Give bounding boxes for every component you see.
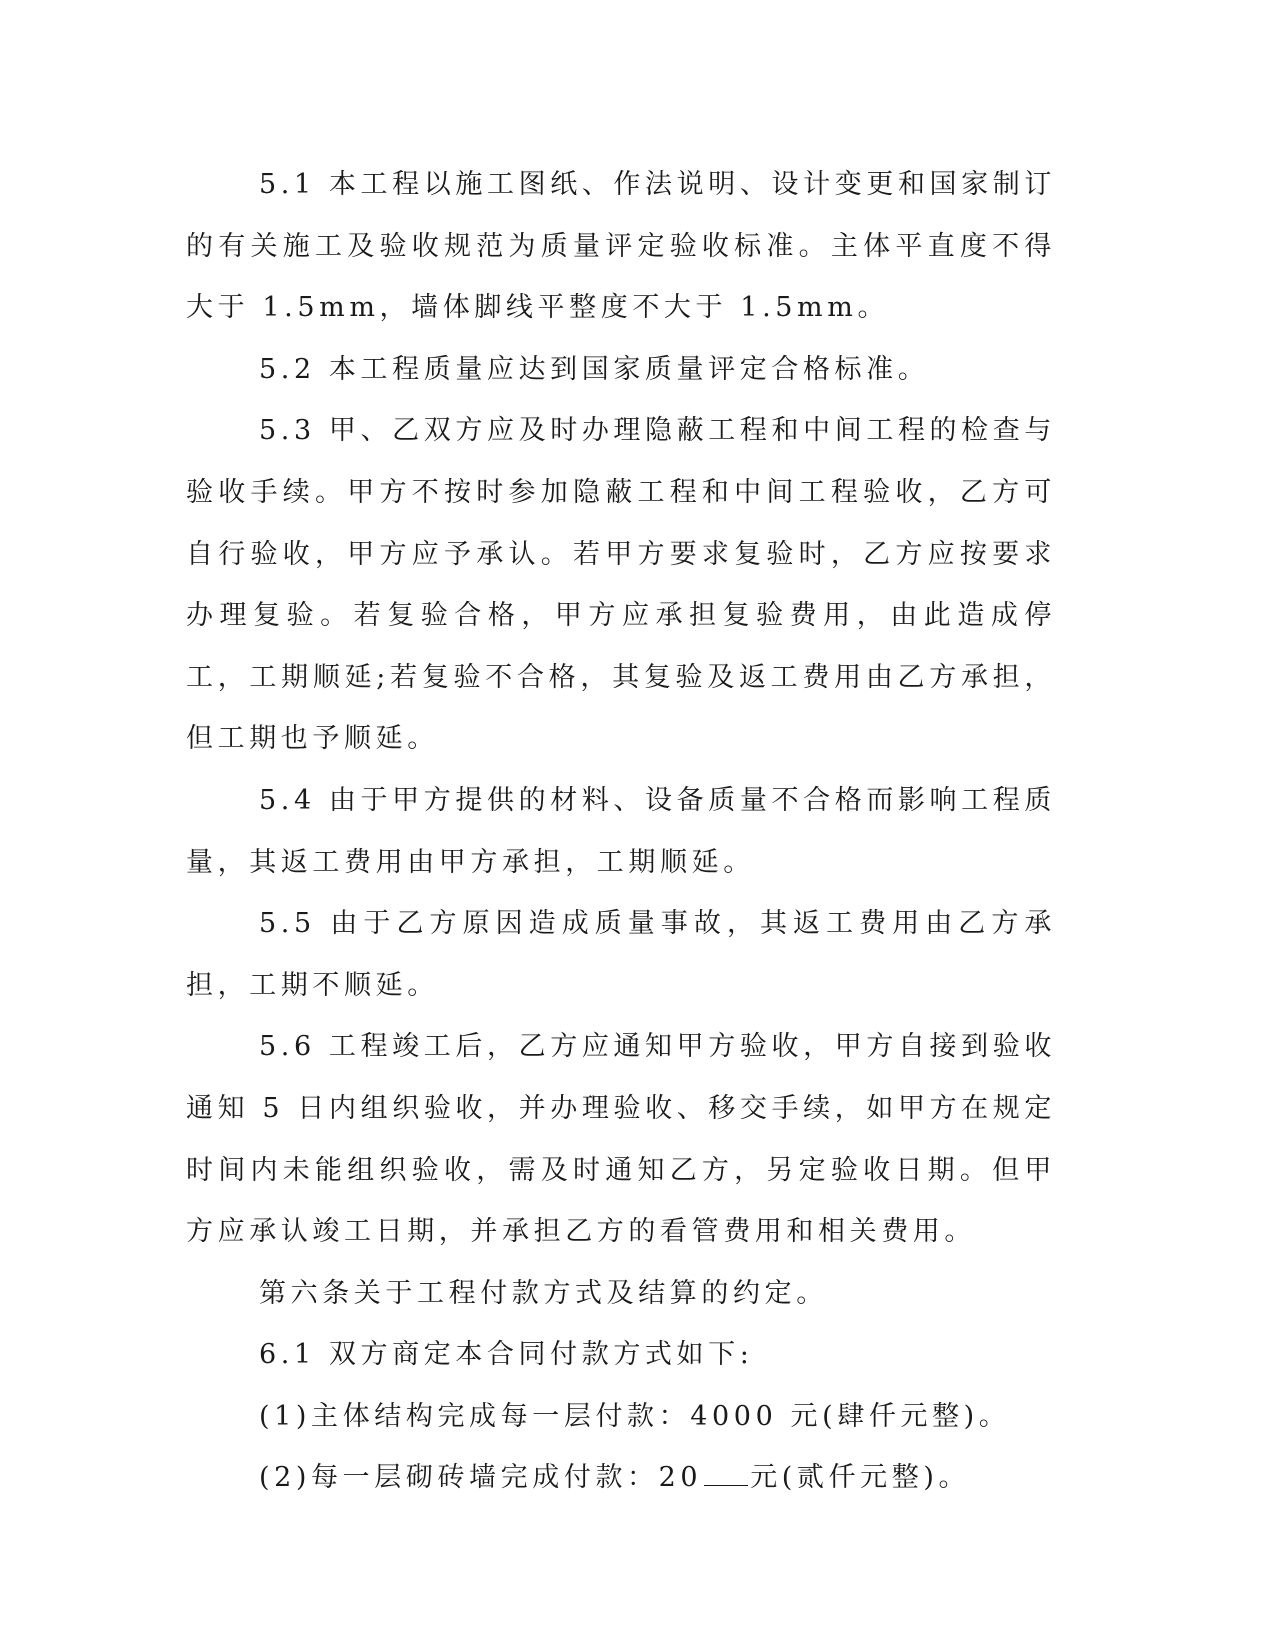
payment-item-2 (186, 1447, 1056, 1509)
payment-item-2-prefix: (2)每一层砌砖墙完成付款：20 (259, 1462, 703, 1494)
contract-body (186, 154, 1056, 1509)
clause-5-3: 5.3 甲、乙双方应及时办理隐蔽工程和中间工程的检查与验收手续。甲方不按时参加隐蔽工程和中间工程验收，乙方可自行验收，甲方应予承认。若甲方要求复验时，乙方应按要求办理复验。若复验合格，甲方应承担复验费用，由此造成停工，工期顺延;若复验不合格，其复验及返工费用由乙方承担，但工期也予顺延。 (186, 415, 1056, 755)
fill-in-blank (704, 1459, 748, 1486)
clause-6-1: 6.1 双方商定本合同付款方式如下: (259, 1339, 754, 1371)
article-6-heading: 第六条关于工程付款方式及结算的约定。 (259, 1277, 828, 1309)
payment-item-1: (1)主体结构完成每一层付款：4000 元(肆仟元整)。 (259, 1400, 1011, 1432)
clause-5-4: 5.4 由于甲方提供的材料、设备质量不合格而影响工程质量，其返工费用由甲方承担，工期顺延。 (186, 784, 1056, 878)
clause-5-5: 5.5 由于乙方原因造成质量事故，其返工费用由乙方承担，工期不顺延。 (186, 908, 1056, 1001)
clause-5-1: 5.1 本工程以施工图纸、作法说明、设计变更和国家制订的有关施工及验收规范为质量评定验收标准。主体平直度不得大于 1.5mm，墙体脚线平整度不大于 1.5mm。 (186, 169, 1056, 324)
clause-5-6: 5.6 工程竣工后，乙方应通知甲方验收，甲方自接到验收通知 5 日内组织验收，并办理验收、移交手续，如甲方在规定时间内未能组织验收，需及时通知乙方，另定验收日期。但甲方应承认竣工日期，并承担乙方的看管费用和相关费用。 (186, 1031, 1056, 1248)
clause-5-2: 5.2 本工程质量应达到国家质量评定合格标准。 (259, 353, 930, 385)
payment-item-2-suffix: 元(贰仟元整)。 (750, 1462, 971, 1494)
